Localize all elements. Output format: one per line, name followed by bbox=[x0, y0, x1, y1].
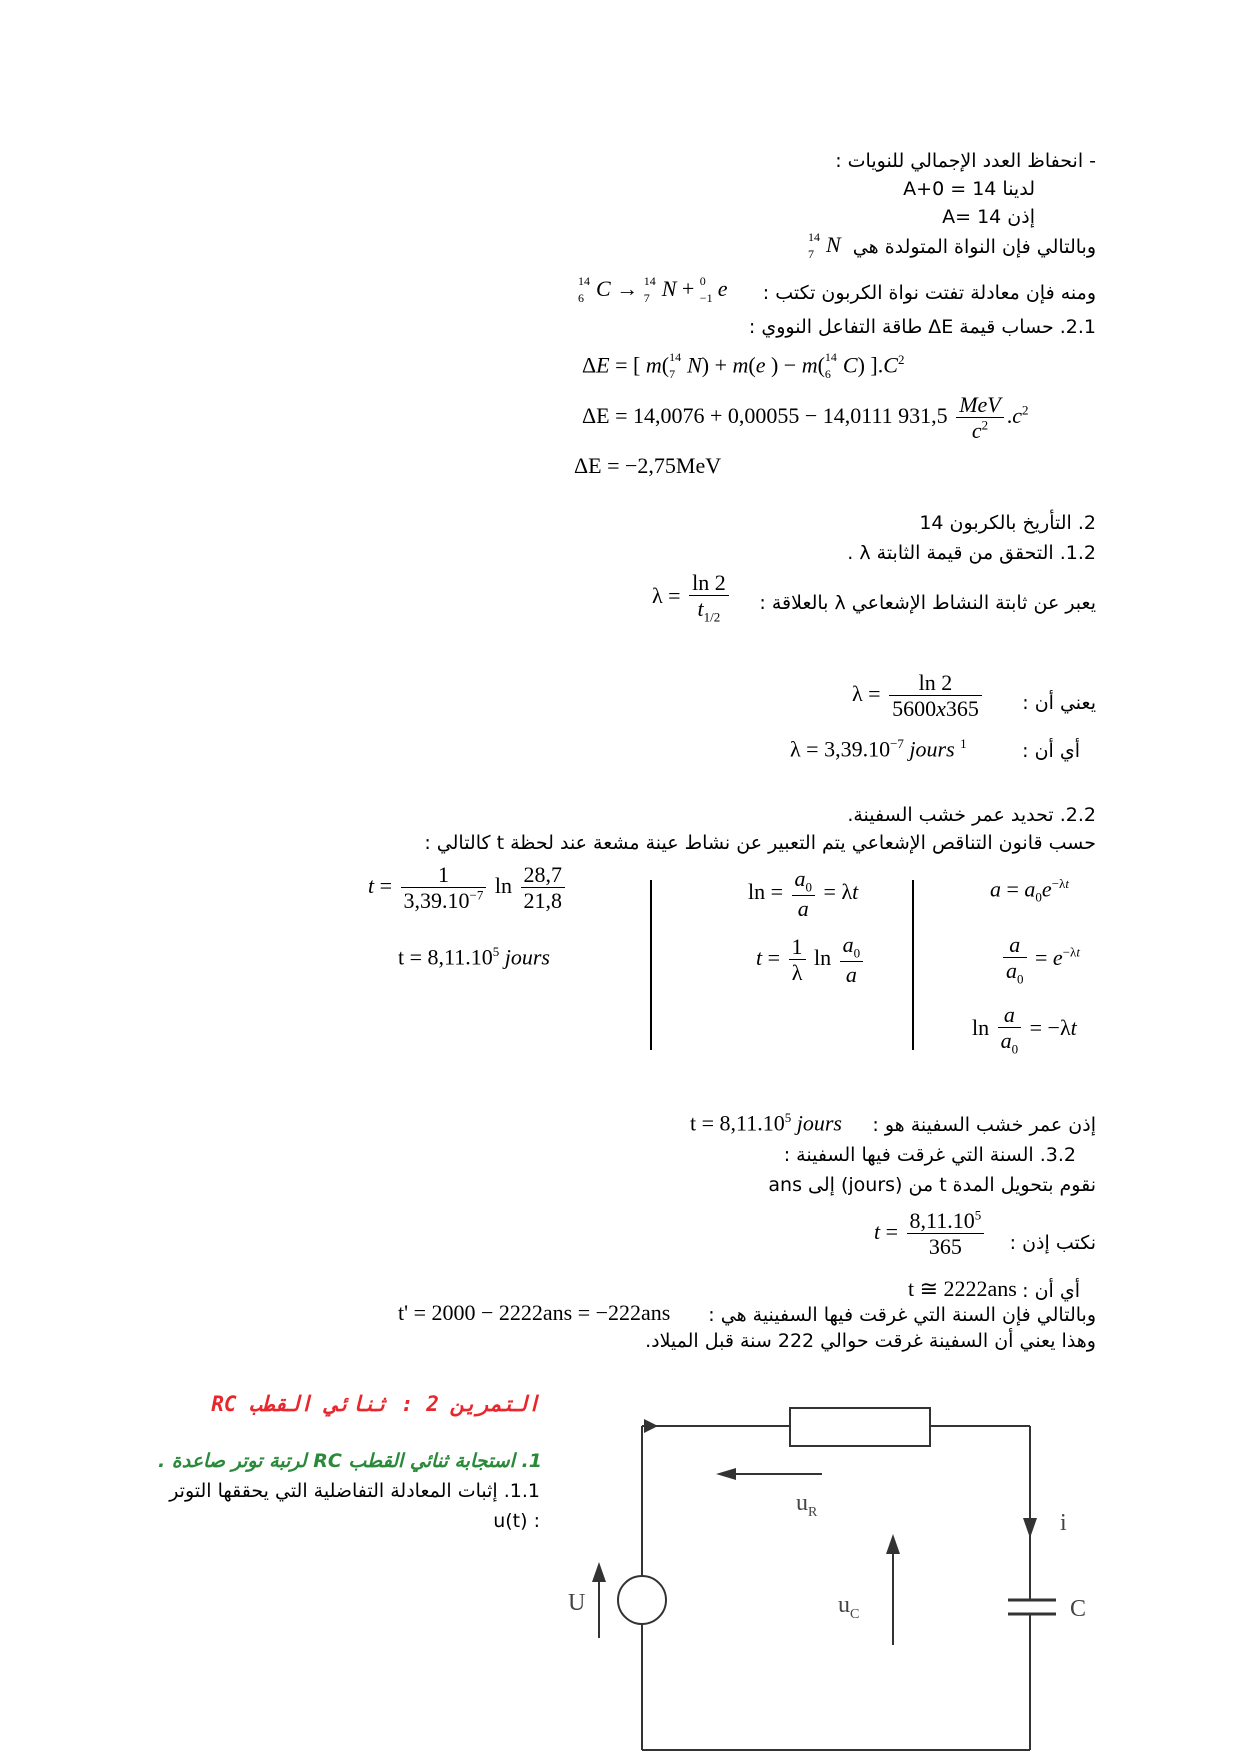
nitrogen-symbol: 14 7 N bbox=[808, 229, 841, 261]
text-line: 1.1. إثبات المعادلة التفاضلية التي يحققها التوتر bbox=[169, 1480, 540, 1502]
text-line: وبالتالي فإن السنة التي غرقت فيها السفينية هي : bbox=[708, 1304, 1096, 1326]
text-line: إذن A= 14 bbox=[942, 206, 1035, 228]
text-line: يعبر عن ثابتة النشاط الإشعاعي λ بالعلاقة : bbox=[759, 592, 1096, 614]
section-heading: 2.1. حساب قيمة ΔE طاقة التفاعل النووي : bbox=[748, 316, 1096, 338]
voltage-source bbox=[618, 1576, 666, 1624]
ur-arrowhead bbox=[716, 1468, 736, 1480]
ship-age: $t = 8,11.10^5$ jours bbox=[690, 1110, 842, 1136]
text-line: ومنه فإن معادلة تفتت نواة الكربون تكتب : bbox=[762, 282, 1096, 304]
text-line: : u(t) bbox=[493, 1510, 540, 1532]
exercise-subtitle: 1. استجابة ثنائي القطب RC لرتبة توتر صاعدة . bbox=[157, 1450, 542, 1472]
sink-year: t' = 2000 − 2222ans = −222ans bbox=[398, 1300, 671, 1325]
decay-equation: 14 6 C → 14 7 N + 0 −1 e bbox=[578, 273, 728, 305]
text-line: وبالتالي فإن النواة المتولدة هي bbox=[852, 236, 1096, 258]
rc-circuit-diagram bbox=[560, 1400, 1100, 1754]
t-expression: t = $\frac{1}{\lambda}$ ln $\frac{a_0}{a}$ bbox=[756, 932, 866, 988]
t-days-to-years: t = $\frac{8,11.10^5}{365}$ bbox=[874, 1208, 987, 1260]
voltage-label: U bbox=[568, 1590, 586, 1616]
text-line: أي أن : bbox=[1022, 740, 1080, 762]
text-line: يعني أن : bbox=[1022, 692, 1096, 714]
t-years: t ≅ 2222ans bbox=[908, 1276, 1017, 1301]
text-line: نقوم بتحويل المدة t من (jours) إلى ans bbox=[768, 1174, 1096, 1196]
divider bbox=[650, 880, 652, 1050]
section-heading: 2.2. تحديد عمر خشب السفينة. bbox=[847, 804, 1096, 826]
decay-ln: ln $\frac{a}{a_0}$ = −λt bbox=[972, 1002, 1077, 1057]
lambda-numeric: λ = $\frac{\ln 2}{5600x365}$ bbox=[852, 670, 985, 722]
ln-ratio: ln = $\frac{a_0}{a}$ = λt bbox=[748, 866, 859, 922]
text-line: وهذا يعني أن السفينة غرقت حوالي 222 سنة قبل الميلاد. bbox=[645, 1330, 1096, 1352]
lambda-result: $\lambda = 3,39.10^{-7}$ jours $^1$ bbox=[790, 736, 967, 762]
ur-label: $u_R$ bbox=[796, 1490, 818, 1520]
resistor bbox=[790, 1408, 930, 1446]
section-heading: 1.2. التحقق من قيمة الثابتة λ . bbox=[847, 542, 1096, 564]
u-arrowhead bbox=[592, 1562, 606, 1582]
section-heading: 3.2. السنة التي غرقت فيها السفينة : bbox=[783, 1144, 1076, 1166]
uc-arrowhead bbox=[886, 1534, 900, 1554]
text-line: إذن عمر خشب السفينة هو : bbox=[872, 1114, 1096, 1136]
capacitor-label: C bbox=[1070, 1596, 1087, 1622]
text-line: أي أن : bbox=[1022, 1280, 1080, 1302]
text-line: حسب قانون التناقص الإشعاعي يتم التعبير عن نشاط عينة مشعة عند لحظة t كالتالي : bbox=[424, 832, 1096, 854]
t-formula: t = $\frac{1}{3,39.10^{-7}}$ ln $\frac{28,7}{21,8}$ bbox=[368, 862, 568, 914]
text-line: لدينا 14 = A+0 bbox=[903, 178, 1035, 200]
current-arrowhead bbox=[1023, 1518, 1037, 1538]
exercise-title: التمرين 2 : ثنائي القطب RC bbox=[211, 1392, 540, 1416]
wire-arrowhead bbox=[644, 1419, 658, 1433]
section-heading: 2. التأريخ بالكربون 14 bbox=[919, 512, 1096, 534]
divider bbox=[912, 880, 914, 1050]
uc-label: $u_C$ bbox=[838, 1592, 860, 1622]
decay-ratio: $\frac{a}{a_0}$ = $e^{-\lambda t}$ bbox=[1000, 932, 1080, 988]
text-line: نكتب إذن : bbox=[1009, 1232, 1096, 1254]
delta-e-numeric: ΔE = 14,0076 + 0,00055 − 14,0111 931,5 $\frac{\text{MeV}}{c^2}$ $.c^2$ bbox=[582, 392, 1029, 444]
delta-e-formula: ΔE = [ m( 14 7 N) + m(e ) − m( 14 6 C) ]$.C^2$ bbox=[582, 350, 905, 382]
t-result-col: $t = 8,11.10^5$ jours bbox=[398, 944, 550, 970]
text-line: - انحفاظ العدد الإجمالي للنويات : bbox=[835, 150, 1096, 172]
decay-law: $a = a_0e^{-\lambda t}$ bbox=[990, 876, 1069, 905]
current-label: i bbox=[1060, 1510, 1067, 1536]
delta-e-result: ΔE = −2,75MeV bbox=[574, 453, 722, 478]
lambda-formula: λ = $\frac{\ln 2}{t_{1/2}}$ bbox=[652, 570, 732, 626]
